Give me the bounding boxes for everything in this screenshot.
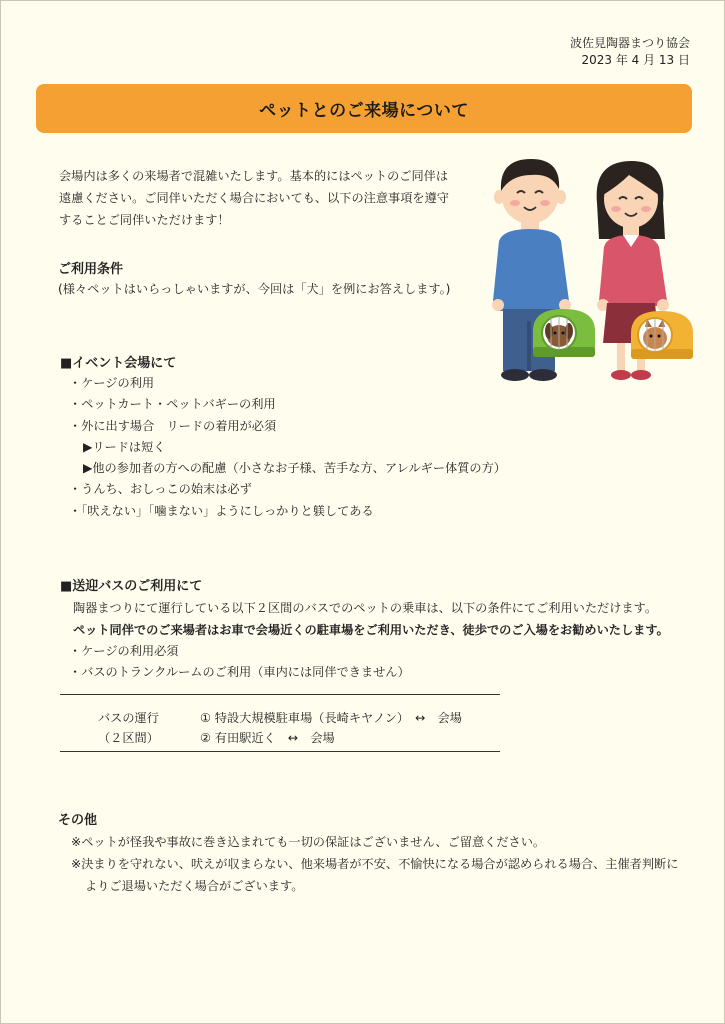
other-heading: その他 [58, 813, 98, 828]
conditions-note: (様々ペットはいらっしゃいますが、今回は「犬」を例にお答えします。) [58, 282, 451, 296]
event-venue-heading: ■イベント会場にて [60, 356, 177, 371]
other-note: ※決まりを守れない、吠えが収まらない、他来場者が不安、不愉快になる場合が認められる場合、主催者判断に [71, 857, 679, 871]
route-list [200, 708, 462, 748]
list-item: ・バスのトランクルームのご利用（車内には同伴できません） [69, 665, 410, 680]
route-item: ① 特設大規模駐車場（長崎キヤノン） ↔ 会場 [200, 711, 462, 725]
shuttle-bus-emphasis: ペット同伴でのご来場者はお車で会場近くの駐車場をご利用いただき、徒歩でのご入場をお勧めいたします。 [73, 623, 669, 637]
route-label [98, 708, 159, 748]
list-item: ・外に出す場合 リードの着用が必須 [69, 418, 277, 433]
list-item: ・ケージの利用必須 [69, 644, 179, 658]
route-label-line: バスの運行 [98, 711, 159, 725]
other-note: ※ペットが怪我や事故に巻き込まれても一切の保証はございません、ご留意ください。 [71, 835, 546, 849]
organization-name: 波佐見陶器まつり協会 [569, 36, 690, 50]
header-info [570, 35, 690, 69]
list-item: ・ペットカート・ペットバギーの利用 [69, 397, 276, 412]
list-item: ・うんち、おしっこの始末は必ず [69, 482, 252, 497]
conditions-heading: ご利用条件 [58, 262, 124, 277]
list-item: ・「吠えない」「噛まない」ようにしっかりと躾してある [69, 503, 374, 518]
route-item: ② 有田駅近く ↔ 会場 [200, 731, 335, 745]
list-sub-item: ▶他の参加者の方への配慮（小さなお子様、苦手な方、アレルギー体質の方） [83, 461, 506, 476]
green-pet-carrier [533, 309, 595, 357]
page-title: ペットとのご来場について [259, 101, 469, 121]
route-label-line: （２区間） [98, 731, 159, 745]
intro-line: 遠慮ください。ご同伴いただく場合においても、以下の注意事項を遵守 [59, 191, 449, 205]
other-note-continued: よりご退場いただく場合がございます。 [85, 879, 304, 893]
bus-route-table [60, 694, 500, 752]
list-sub-item: ▶リードは短く [83, 439, 166, 454]
orange-pet-carrier [631, 311, 693, 359]
event-venue-list [69, 373, 506, 522]
intro-line: 会場内は多くの来場者で混雑いたします。基本的にはペットのご同伴は [59, 169, 449, 183]
issue-date: 2023 年 4 月 13 日 [581, 53, 690, 67]
title-banner [36, 84, 692, 133]
other-notes [71, 831, 691, 897]
shuttle-bus-heading: ■送迎バスのご利用にて [60, 579, 203, 594]
shuttle-bus-description: 陶器まつりにて運行している以下２区間のバスでのペットの乗車は、以下の条件にてご利用いただけます。 [73, 601, 658, 615]
people-with-pet-carriers-illustration [489, 151, 704, 391]
list-item: ・ケージの利用 [69, 376, 155, 390]
intro-paragraph [59, 165, 469, 231]
intro-line: することご同伴いただけます！ [59, 213, 230, 227]
shuttle-bus-list [69, 641, 410, 684]
